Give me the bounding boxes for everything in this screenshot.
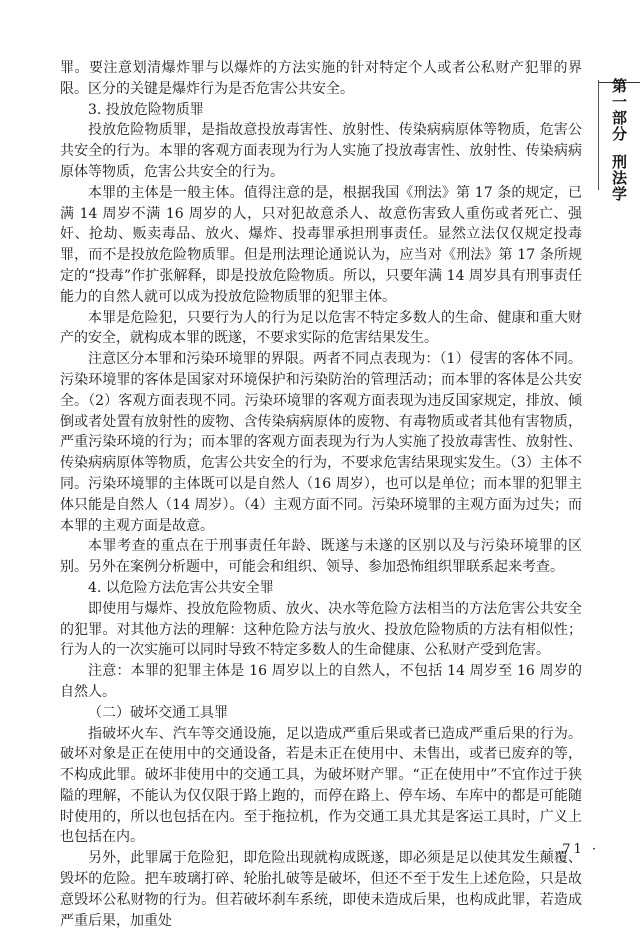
section-heading: （二）破坏交通工具罪 <box>88 704 228 721</box>
section-heading: 4. 以危险方法危害公共安全罪 <box>88 579 274 596</box>
paragraph: 罪。要注意划清爆炸罪与以爆炸的方法实施的针对特定个人或者公私财产犯罪的界限。区分的关键是爆炸行为是否危害公共安全。 <box>60 60 582 97</box>
paragraph: 投放危险物质罪，是指故意投放毒害性、放射性、传染病病原体等物质，危害公共安全的行为。本罪的客观方面表现为行为人实施了投放毒害性、放射性、传染病病原体等物质，危害公共安全的行为。 <box>60 122 582 180</box>
paragraph: 另外，此罪属于危险犯，即危险出现就构成既遂，即必须是足以使其发生颠覆、毁坏的危险。把车玻璃打碎、轮胎扎破等是破坏，但还不至于发生上述危险，只是故意毁坏公私财物的行为。但若破坏刹车系统，即使未造成后果，也构成此罪，若造成严重后果，加重处 <box>60 850 582 929</box>
side-tab-subject: 刑法学 <box>610 154 628 202</box>
section-heading: 3. 投放危险物质罪 <box>88 101 204 118</box>
body-text <box>60 58 582 931</box>
paragraph: 指破坏火车、汽车等交通设施，足以造成严重后果或者已造成严重后果的行为。破坏对象是正在使用中的交通设备，若是未正在使用中、未售出，或者已废弃的等，不构成此罪。破坏非使用中的交通工具，为破坏财产罪。“正在使用中”不宜作过于狭隘的理解，不能认为仅仅限于路上跑的，而停在路上、停车场、车库中的都是可能随时使用的，所以也包括在内。至于拖拉机，作为交通工具尤其是客运工具时，广义上也包括在内。 <box>60 725 582 846</box>
paragraph: 本罪考查的重点在于刑事责任年龄、既遂与未遂的区别以及与污染环境罪的区别。另外在案例分析题中，可能会和组织、领导、参加恐怖组织罪联系起来考查。 <box>60 538 582 576</box>
side-tab-label <box>608 78 630 202</box>
paragraph: 注意区分本罪和污染环境罪的界限。两者不同点表现为：（1）侵害的客体不同。污染环境罪的客体是国家对环境保护和污染防治的管理活动；而本罪的客体是公共安全。（2）客观方面表现不同。污染环境罪的客观方面表现为违反国家规定，排放、倾倒或者处置有放射性的废物、含传染病病原体的废物、有毒物质或者其他有害物质，严重污染环境的行为；而本罪的客观方面表现为行为人实施了投放毒害性、放射性、传染病病原体等物质，危害公共安全的行为，不要求危害结果现实发生。（3）主体不同。污染环境罪的主体既可以是自然人（16 周岁），也可以是单位；而本罪的犯罪主体只能是自然人（14 周岁）。（4）主观方面不同。污染环境罪的主观方面为过失；而本罪的主观方面是故意。 <box>60 351 582 534</box>
paragraph: 本罪的主体是一般主体。值得注意的是，根据我国《刑法》第 17 条的规定，已满 14 周岁不满 16 周岁的人，只对犯故意杀人、故意伤害致人重伤或者死亡、强奸、抢劫、贩卖毒品、放火、爆炸、投毒罪承担刑事责任。显然立法仅仅规定投毒罪，而不是投放危险物质罪。但是刑法理论通说认为，应当对《刑法》第 17 条所规定的“投毒”作扩张解释，即是投放危险物质。所以，只要年满 14 周岁具有刑事责任能力的自然人就可以成为投放危险物质罪的犯罪主体。 <box>60 184 582 305</box>
paragraph: 即使用与爆炸、投放危险物质、放火、决水等危险方法相当的方法危害公共安全的犯罪。对其他方法的理解：这种危险方法与放火、投放危险物质的方法有相似性；行为人的一次实施可以同时导致不特定多数人的生命健康、公私财产受到危害。 <box>60 600 582 659</box>
page-number: · 71 · <box>548 842 600 857</box>
side-tab-part: 第一部分 <box>610 78 628 142</box>
paragraph: 注意：本罪的犯罪主体是 16 周岁以上的自然人，不包括 14 周岁至 16 周岁的自然人。 <box>60 663 582 700</box>
paragraph: 本罪是危险犯，只要行为人的行为足以危害不特定多数人的生命、健康和重大财产的安全，就构成本罪的既遂，不要求实际的危害结果发生。 <box>60 309 582 347</box>
